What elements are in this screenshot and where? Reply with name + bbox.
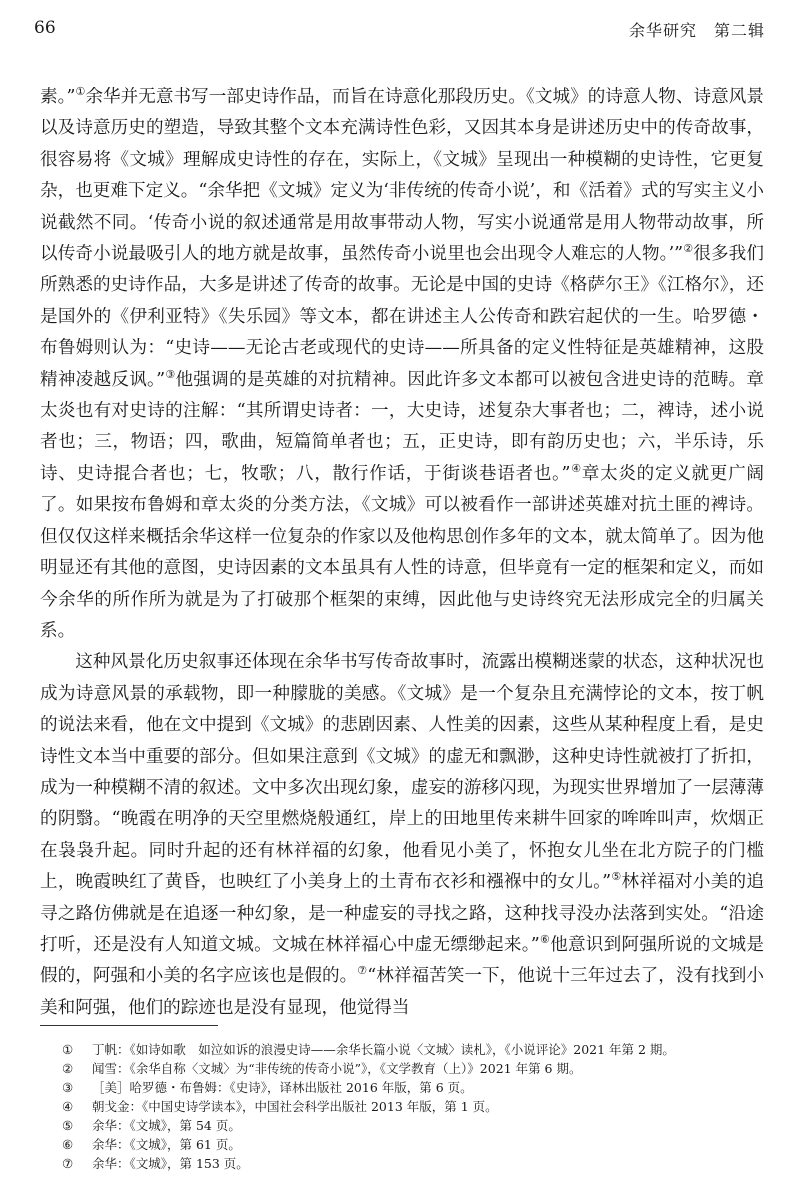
footnote-item: [40, 1116, 764, 1135]
footnote-text: ［美］哈罗德・布鲁姆：《史诗》，译林出版社 2016 年版，第 6 页。: [92, 1080, 473, 1095]
footnote-item: [40, 1059, 764, 1078]
article-body: [40, 82, 764, 1024]
footnote-item: [40, 1154, 764, 1173]
text-run: 素。”: [40, 87, 76, 107]
footnote-ref-2[interactable]: ②: [683, 242, 694, 256]
footnote-list: [40, 1040, 764, 1173]
footnote-divider: [40, 1025, 218, 1026]
footnote-item: [40, 1097, 764, 1116]
text-run: 林祥福对小美的追寻之路仿佛就是在追逐一种幻象，是一种虚妄的寻找之路，这种找寻没办法落到实处。“沿途打听，还是没有人知道文城。文城在林祥福心中虚无缥缈起来。”: [40, 872, 764, 955]
footnote-text: 丁帆：《如诗如歌 如泣如诉的浪漫史诗——余华长篇小说〈文城〉读札》，《小说评论》2021 年第 2 期。: [92, 1042, 675, 1057]
footnote-mark: ②: [62, 1061, 74, 1076]
running-title: 余华研究 第二辑: [628, 21, 765, 40]
text-run: 很多我们所熟悉的史诗作品，大多是讲述了传奇的故事。无论是中国的史诗《格萨尔王》《江格尔》，还是国外的《伊利亚特》《失乐园》等文本，都在讲述主人公传奇和跌宕起伏的一生。哈罗德・布鲁姆则认为：“史诗——无论古老或现代的史诗——所具备的定义性特征是英雄精神，这股精神凌越反讽。”: [40, 244, 764, 390]
footnote-ref-3[interactable]: ③: [165, 367, 176, 381]
footnote-ref-6[interactable]: ⑥: [539, 933, 551, 947]
text-run: 他强调的是英雄的对抗精神。因此许多文本都可以被包含进史诗的范畴。章太炎也有对史诗的注解：“其所谓史诗者：一，大史诗，述复杂大事者也；二，裨诗，述小说者也；三，物语；四，歌曲，短篇简单者也；五，正史诗，即有韵历史也；六，半乐诗，乐诗、史诗掍合者也；七，牧歌；八，散行作话，于街谈巷语者也。”: [40, 369, 764, 484]
paragraph-1: [40, 82, 764, 647]
page-header: [34, 18, 765, 42]
footnote-item: [40, 1040, 764, 1059]
footnote-ref-1[interactable]: ①: [75, 85, 86, 99]
footnote-mark: ④: [62, 1099, 74, 1114]
footnote-text: 闻雪：《余华自称〈文城〉为“非传统的传奇小说”》，《文学教育（上）》2021 年第 6 期。: [92, 1061, 582, 1076]
paragraph-2: [40, 647, 764, 1024]
footnote-text: 余华：《文城》，第 54 页。: [92, 1118, 241, 1133]
footnote-mark: ①: [62, 1042, 74, 1057]
footnote-mark: ⑤: [62, 1118, 74, 1133]
footnote-mark: ③: [62, 1080, 74, 1095]
footnote-ref-4[interactable]: ④: [570, 462, 582, 476]
footnote-mark: ⑥: [62, 1137, 74, 1152]
text-run: 章太炎的定义就更广阔了。如果按布鲁姆和章太炎的分类方法，《文城》可以被看作一部讲述英雄对抗土匪的裨诗。但仅仅这样来概括余华这样一位复杂的作家以及他构思创作多年的文本，就太简单了。因为他明显还有其他的意图，史诗因素的文本虽具有人性的诗意，但毕竟有一定的框架和定义，而如今余华的所作所为就是为了打破那个框架的束缚，因此他与史诗终究无法形成完全的归属关系。: [40, 463, 764, 641]
footnote-text: 余华：《文城》，第 153 页。: [92, 1156, 249, 1171]
footnote-text: 朝戈金：《中国史诗学读本》，中国社会科学出版社 2013 年版，第 1 页。: [92, 1099, 498, 1114]
page-number: 66: [34, 18, 56, 38]
text-run: 这种风景化历史叙事还体现在余华书写传奇故事时，流露出模糊迷蒙的状态，这种状况也成为诗意风景的承载物，即一种朦胧的美感。《文城》是一个复杂且充满悖论的文本，按丁帆的说法来看，他在文中提到《文城》的悲剧因素、人性美的因素，这些从某种程度上看，是史诗性文本当中重要的部分。但如果注意到《文城》的虚无和飘渺，这种史诗性就被打了折扣，成为一种模糊不清的叙述。文中多次出现幻象，虚妄的游移闪现，为现实世界增加了一层薄薄的阴翳。“晚霞在明净的天空里燃烧般通红，岸上的田地里传来耕牛回家的哞哞叫声，炊烟正在袅袅升起。同时升起的还有林祥福的幻象，他看见小美了，怀抱女儿坐在北方院子的门槛上，晚霞映红了黄昏，也映红了小美身上的土青布衣衫和襁褓中的女儿。”: [40, 652, 764, 893]
footnote-item: [40, 1078, 764, 1097]
text-run: 他意识到阿强所说的文城是假的，阿强和小美的名字应该也是假的。: [40, 934, 764, 987]
footnote-text: 余华：《文城》，第 61 页。: [92, 1137, 241, 1152]
footnote-item: [40, 1135, 764, 1154]
text-run: 余华并无意书写一部史诗作品，而旨在诗意化那段历史。《文城》的诗意人物、诗意风景以及诗意历史的塑造，导致其整个文本充满诗性色彩，又因其本身是讲述历史中的传奇故事，很容易将《文城》理解成史诗性的存在，实际上，《文城》呈现出一种模糊的史诗性，它更复杂，也更难下定义。“余华把《文城》定义为‘非传统的传奇小说’，和《活着》式的写实主义小说截然不同。‘传奇小说的叙述通常是用故事带动人物，写实小说通常是用人物带动故事，所以传奇小说最吸引人的地方就是故事，虽然传奇小说里也会出现令人难忘的人物。’”: [40, 87, 764, 265]
text-run: “林祥福苦笑一下，他说十三年过去了，没有找到小美和阿强，他们的踪迹也是没有显现，他觉得当: [40, 966, 764, 1018]
footnote-ref-5[interactable]: ⑤: [611, 870, 622, 884]
footnote-ref-7[interactable]: ⑦: [357, 964, 368, 978]
footnote-mark: ⑦: [62, 1156, 74, 1171]
